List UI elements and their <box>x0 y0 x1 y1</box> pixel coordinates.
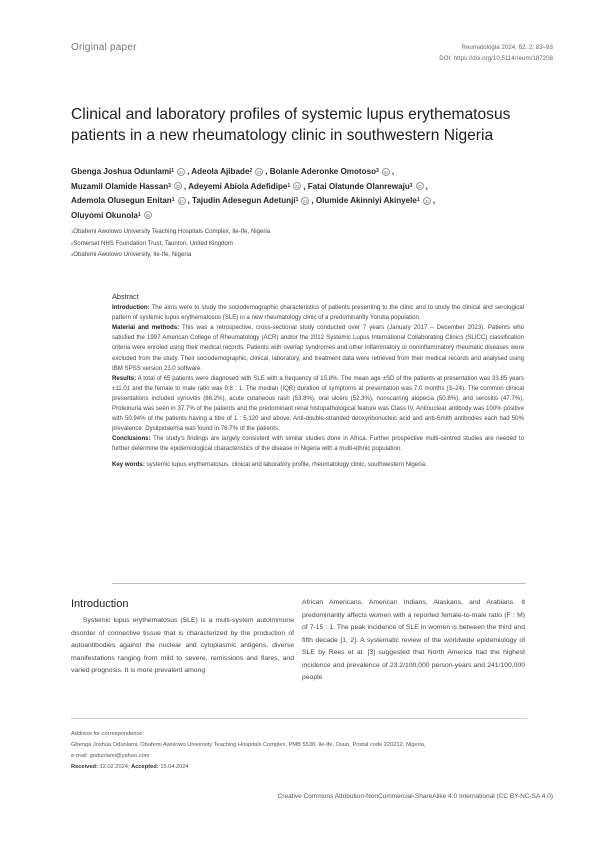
correspondence-email[interactable]: e-mail: godunlami@yahoo.com <box>71 753 150 759</box>
introduction-paragraph-continued: African Americans, American Indians, Alaskans, and Arabians. It predominantly affects women with a reported female-to-male ratio (F : M) of 7-15 : 1. The peak incidence of SLE in women is between the third and fifth decade [1, 2]. A systematic review of the worldwide epidemiology of SLE by Rees et al. [3] suggested that North America had the highest incidence and prevalence of 23.2/100,000 person-years and 241/100,000 people <box>302 599 525 682</box>
author-line-3: Ademola Olusegun Enitan$^1$ iD , Tajudin Adesegun Adetunji$^1$ iD , Olumide Akinniyi Akinyele$^1$ iD , <box>71 196 435 205</box>
author-affil-sup: 3 <box>409 182 413 189</box>
author-line-4 <box>71 209 541 224</box>
correspondence-block <box>71 729 527 773</box>
orcid-icon[interactable]: iD <box>303 198 308 204</box>
body-column-left <box>71 597 294 678</box>
footer-divider <box>71 718 527 719</box>
author-name: Adeola Ajibade <box>191 167 250 176</box>
abstract-heading: Abstract <box>112 292 139 301</box>
orcid-icon[interactable]: iD <box>179 198 184 204</box>
orcid-icon[interactable]: iD <box>383 169 388 175</box>
author-line-2: Muzamil Olamide Hassan$^3$ iD , Adeyemi Abiola Adefidipe$^1$ iD , Fatai Olatunde Olanrewaju$^3$ iD , <box>71 181 428 191</box>
author-affil-sup: 1 <box>171 197 175 203</box>
affiliations <box>71 226 270 261</box>
abstract-keywords: Key words: systemic lupus erythematosus, clinical and laboratory profile, rheumatology clinic, southwestern Nigeria. <box>112 460 427 468</box>
body-column-right <box>302 597 525 685</box>
author-affil-sup: 1 <box>416 197 420 203</box>
orcid-icon[interactable]: iD <box>424 198 429 204</box>
author-name: Muzamil Olamide Hassan <box>71 181 169 191</box>
author-name: Tajudin Adesegun Adetunji <box>192 196 296 205</box>
affiliation-item: $^2$Somerset NHS Foundation Trust, Taunton, United Kingdom <box>71 239 233 247</box>
abstract-results: Results: A total of 65 patients were diagnosed with SLE with a frequency of 15.8%. The mean age ±SD of the patients at presentation was 33.85 years ±11.01 and the female to male ratio was 9.8 : 1. The median (IQR) duration of symptoms at presentation was 7.0 months (3–24). The common clinical presentations included synovitis (86.2%), acute cutaneous rash (53.8%), oral ulcers (52.3%), nonscarring alopecia (50.8%), and serositis (47.7%). Proteinuria was seen in 37.7% of the patients and the predominant renal histopathological feature was Class IV. Antinuclear antibody was 100% positive with 50.94% of the patients having a titre of 1 : 5,120 and above. Anti-double-stranded deoxyribonucleic acid and anti-Smith antibodies each had 50% prevalence. Dyslipidaemia was found in 76.7% of the patients. <box>112 374 525 433</box>
abstract-box <box>112 292 524 470</box>
affiliation-item: $^1$Obafemi Awolowo University Teaching Hospitals Complex, Ile-Ife, Nigeria <box>71 228 271 235</box>
orcid-icon[interactable]: iD <box>175 184 181 190</box>
article-title: Clinical and laboratory profiles of systemic lupus erythematosus patients in a new rheumatology clinic in southwestern Nigeria <box>71 106 511 144</box>
abstract-conclusions: Conclusions: The study's findings are largely consistent with similar studies done in Africa. Further prospective multi-centred studies are needed to further determine the epidemiological characteristics of the disease in Nigeria with a multi-ethnic population. <box>112 435 524 453</box>
correspondence-label: Address for correspondence: <box>71 731 145 737</box>
author-line-1: Gbenga Joshua Odunlami$^1$ iD , Adeola Ajibade$^2$ iD , Bolanle Aderonke Omotoso$^3$ iD , <box>71 167 395 176</box>
abstract-divider <box>112 583 526 584</box>
author-name: Bolanle Aderonke Omotoso <box>269 167 377 176</box>
orcid-icon[interactable]: iD <box>145 213 150 219</box>
abstract-introduction: Introduction: The aims were to study the sociodemographic characteristics of patients presenting to the clinic and to study the clinical and serological pattern of systemic lupus erythematosus (SLE) in a new rheumatology clinic of a predominantly Yoruba population. <box>112 304 524 322</box>
author-affil-sup: 2 <box>249 168 253 174</box>
journal-header <box>439 42 553 64</box>
orcid-icon[interactable]: iD <box>295 184 300 190</box>
correspondence-address: Gbenga Joshua Odunlami, Obafemi Awolowo University Teaching Hospitals Complex, PMB 5538, Ile-Ife, Osun, Postal code 220212, Nigeria, <box>71 742 426 748</box>
dates-line: Received: 12.02.2024; Accepted: 15.04.2024 <box>71 764 189 770</box>
author-affil-sup: 1 <box>295 197 299 203</box>
license-text[interactable]: Creative Commons Attribution-NonCommercial-ShareAlike 4.0 International (CC BY-NC-SA 4.0) <box>277 793 553 800</box>
author-affil-sup: 1 <box>171 168 175 174</box>
author-affil-sup: 1 <box>287 182 291 189</box>
author-name: Ademola Olusegun Enitan <box>71 196 172 205</box>
abstract-methods: Material and methods: This was a retrospective, cross-sectional study conducted over 7 years (January 2017 – December 2023). Patients who satisfied the 1997 American College of Rheumatology (ACR) and/or the 2012 Systemic Lupus International Collaborating Clinics (SLICC) classification criteria were enroled using their medical records. Patients with overlap syndromes and other inflammatory or noninflammatory rheumatic diseases were excluded from the study. Their sociodemographic, clinical, laboratory, and treatment data were retrieved from their medical records and analysed using IBM SPSS version 23.0 software. <box>112 324 524 372</box>
section-label: Original paper <box>71 42 137 53</box>
orcid-icon[interactable]: iD <box>257 169 262 175</box>
author-affil-sup: 3 <box>168 182 171 189</box>
journal-reference: Reumatologia 2024; 62, 2: 83–93 <box>461 44 553 51</box>
author-name: Fatai Olatunde Olanrewaju <box>307 181 410 191</box>
author-name: Gbenga Joshua Odunlami <box>71 167 172 176</box>
author-name: Adeyemi Abiola Adefidipe <box>188 181 288 191</box>
introduction-heading: Introduction <box>71 598 129 610</box>
introduction-paragraph: Systemic lupus erythematosus (SLE) is a multi-system autoimmune disorder of connective tissue that is characterized by the production of autoantibodies against the nuclear and cytoplasmic antigens, diverse manifestations ranging from mild to severe, remissions and flares, and varied prognosis. It is more prevalent among <box>71 617 294 675</box>
affiliation-item: $^3$Obafemi Awolowo University, Ile-Ife, Nigeria <box>71 251 192 259</box>
author-affil-sup: 1 <box>138 211 141 218</box>
orcid-icon[interactable]: iD <box>179 169 184 175</box>
author-name: Oluyomi Okunola <box>71 210 139 220</box>
author-name: Olumide Akinniyi Akinyele <box>315 196 417 205</box>
orcid-icon[interactable]: iD <box>417 184 422 190</box>
doi-link[interactable]: DOI: https://doi.org/10.5114/reum/187208 <box>439 55 553 62</box>
author-list <box>71 165 541 223</box>
author-affil-sup: 3 <box>376 168 379 174</box>
